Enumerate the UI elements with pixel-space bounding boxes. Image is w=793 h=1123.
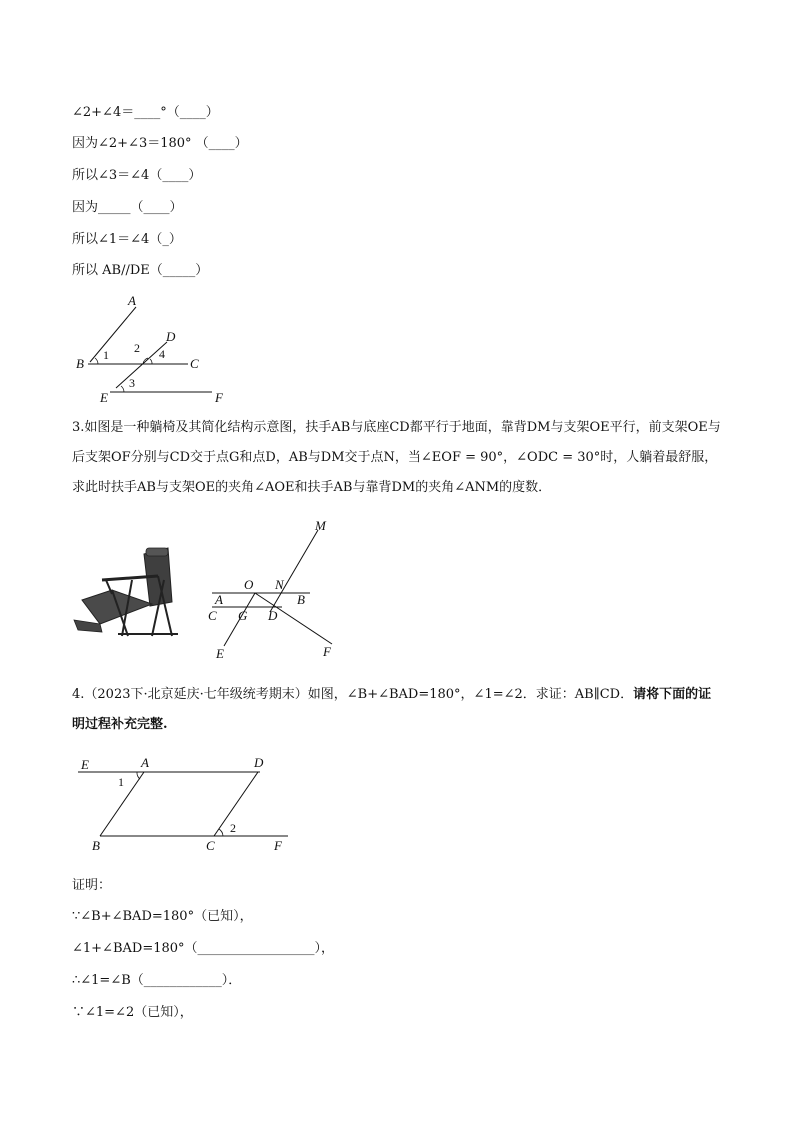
q3-label-O: O bbox=[244, 577, 254, 592]
q2-line-6: 所以 AB//DE（_____） bbox=[72, 263, 209, 278]
q3-label-N: N bbox=[275, 577, 284, 592]
q4-proof-line-3: ∴∠1=∠B（____________）． bbox=[72, 973, 242, 988]
q3-label-A: A bbox=[215, 592, 223, 607]
q4-proof-title: 证明： bbox=[72, 878, 112, 893]
q4-text-bold: 请将下面的证明过程补充完整. bbox=[72, 687, 712, 732]
recliner-chair-image bbox=[72, 540, 184, 640]
q2-angle-4: 4 bbox=[159, 347, 165, 361]
q2-line-2: 因为∠2+∠3＝180° （____） bbox=[72, 136, 248, 151]
q4-label-A: A bbox=[141, 755, 149, 770]
q2-label-D: D bbox=[166, 329, 176, 344]
q4-proof-line-1: ∵∠B+∠BAD=180°（已知）， bbox=[72, 909, 253, 924]
q2-label-B: B bbox=[76, 356, 84, 371]
q4-label-D: D bbox=[254, 755, 264, 770]
q4-figure bbox=[78, 752, 298, 854]
q4-text-plain: 4.（2023下·北京延庆·七年级统考期末）如图，∠B+∠BAD=180°，∠1=∠2．求证：AB∥CD． bbox=[72, 687, 634, 702]
q4-proof-line-2: ∠1+∠BAD=180°（__________________）， bbox=[72, 941, 335, 956]
q3-label-D: D bbox=[268, 608, 278, 623]
q4-label-F: F bbox=[274, 838, 282, 853]
q2-angle-2: 2 bbox=[134, 341, 140, 355]
q2-label-A: A bbox=[128, 293, 136, 308]
q2-line-1: ∠2+∠4＝____°（____） bbox=[72, 105, 219, 120]
q3-label-E: E bbox=[216, 646, 224, 661]
q4-angle-1: 1 bbox=[118, 775, 124, 789]
q4-proof-line-4: ∵∠1=∠2（已知）， bbox=[72, 1005, 193, 1020]
q2-label-F: F bbox=[215, 390, 223, 405]
q4-label-B: B bbox=[92, 838, 100, 853]
q2-line-3: 所以∠3＝∠4（____） bbox=[72, 168, 202, 183]
q3-text: 3.如图是一种躺椅及其简化结构示意图，扶手AB与底座CD都平行于地面，靠背DM与支架OE平行，前支架OE与后支架OF分别与CD交于点G和点D，AB与DM交于点N，当∠EOF = 90°，∠ODC = 30°时，人躺着最舒服，求此时扶手AB与支架OE的夹角∠AOE和扶手AB与靠背DM的夹角∠ANM的度数． bbox=[72, 420, 721, 495]
q4-label-E: E bbox=[81, 757, 89, 772]
q4-text bbox=[72, 680, 722, 740]
q3-label-F: F bbox=[323, 644, 331, 659]
q3-label-M: M bbox=[315, 518, 326, 533]
q3-label-C: C bbox=[208, 608, 217, 623]
q4-angle-2: 2 bbox=[230, 821, 236, 835]
q2-line-4: 因为_____（____） bbox=[72, 200, 183, 215]
q3-figure bbox=[200, 518, 350, 663]
q2-label-E: E bbox=[100, 390, 108, 405]
q2-line-5: 所以∠1＝∠4（_） bbox=[72, 232, 182, 247]
q2-angle-3: 3 bbox=[129, 376, 135, 390]
q2-label-C: C bbox=[190, 356, 199, 371]
q3-label-B: B bbox=[297, 592, 305, 607]
q2-figure bbox=[70, 292, 240, 407]
q4-label-C: C bbox=[206, 838, 215, 853]
q2-angle-1: 1 bbox=[103, 348, 109, 362]
q3-label-G: G bbox=[238, 608, 248, 623]
